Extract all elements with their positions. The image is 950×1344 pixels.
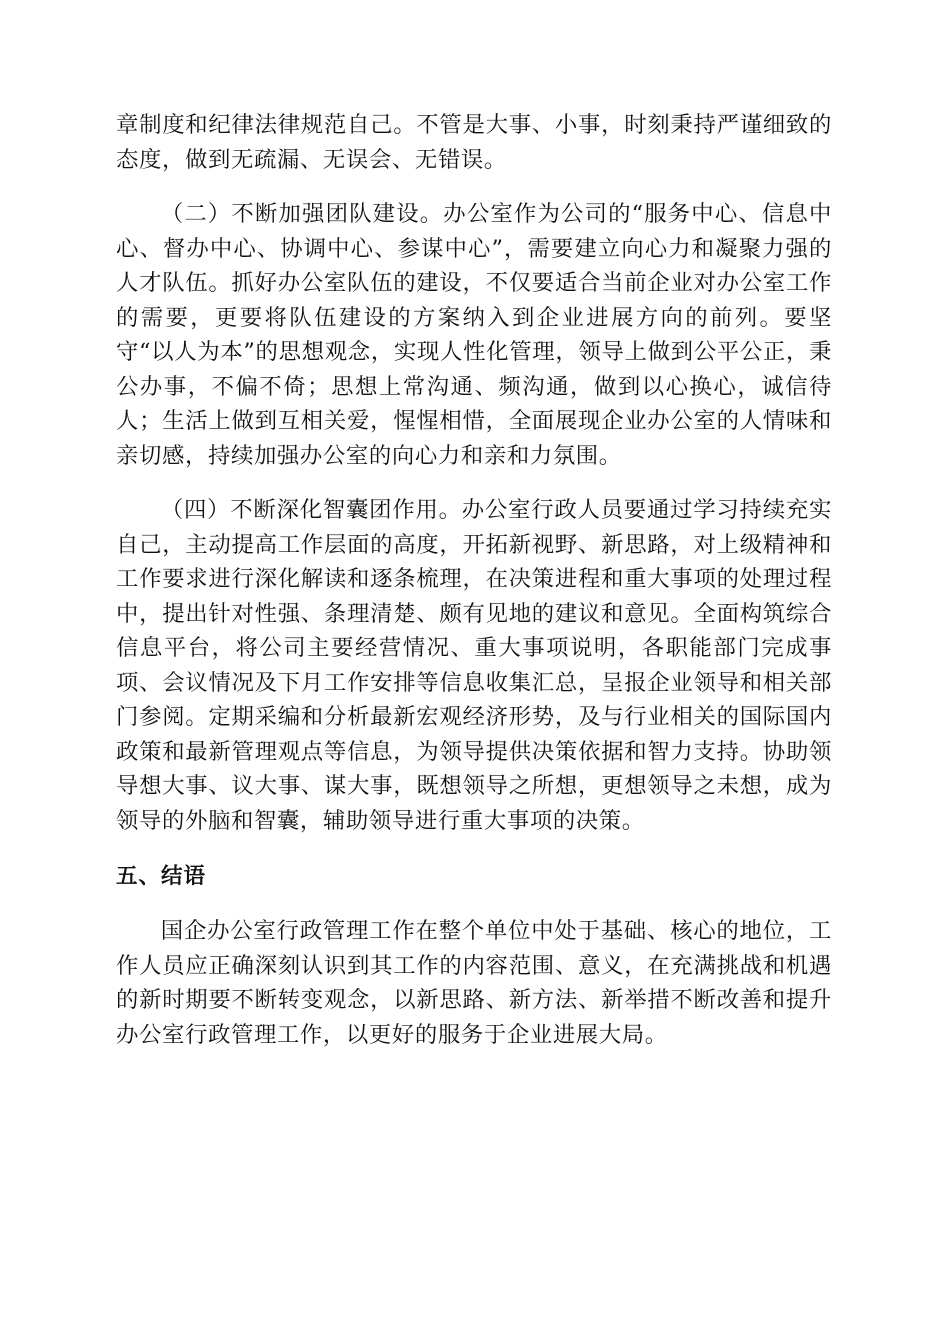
paragraph-conclusion: 国企办公室行政管理工作在整个单位中处于基础、核心的地位，工作人员应正确深刻认识到其工作的内容范围、意义，在充满挑战和机遇的新时期要不断转变观念，以新思路、新方法、新举措不断改善和提升办公室行政管理工作，以更好的服务于企业进展大局。 <box>116 918 832 1048</box>
section-heading-conclusion: 五、结语 <box>116 864 207 889</box>
paragraph-team-building: （二）不断加强团队建设。办公室作为公司的“服务中心、信息中心、督办中心、协调中心、参谋中心”，需要建立向心力和凝聚力强的人才队伍。抓好办公室队伍的建设，不仅要适合当前企业对办公室工作的需要，更要将队伍建设的方案纳入到企业进展方向的前列。要坚守“以人为本”的思想观念，实现人性化管理，领导上做到公平公正，秉公办事，不偏不倚；思想上常沟通、频沟通，做到以心换心，诚信待人；生活上做到互相关爱，惺惺相惜，全面展现企业办公室的人情味和亲切感，持续加强办公室的向心力和亲和力氛围。 <box>116 201 832 469</box>
document-page <box>116 108 832 1052</box>
paragraph-think-tank: （四）不断深化智囊团作用。办公室行政人员要通过学习持续充实自己，主动提高工作层面的高度，开拓新视野、新思路，对上级精神和工作要求进行深化解读和逐条梳理，在决策进程和重大事项的处理过程中，提出针对性强、条理清楚、颇有见地的建议和意见。全面构筑综合信息平台，将公司主要经营情况、重大事项说明，各职能部门完成事项、会议情况及下月工作安排等信息收集汇总，呈报企业领导和相关部门参阅。定期采编和分析最新宏观经济形势，及与行业相关的国际国内政策和最新管理观点等信息，为领导提供决策依据和智力支持。协助领导想大事、议大事、谋大事，既想领导之所想，更想领导之未想，成为领导的外脑和智囊，辅助领导进行重大事项的决策。 <box>116 497 832 834</box>
paragraph-continuation: 章制度和纪律法律规范自己。不管是大事、小事，时刻秉持严谨细致的态度，做到无疏漏、无误会、无错误。 <box>116 112 832 173</box>
